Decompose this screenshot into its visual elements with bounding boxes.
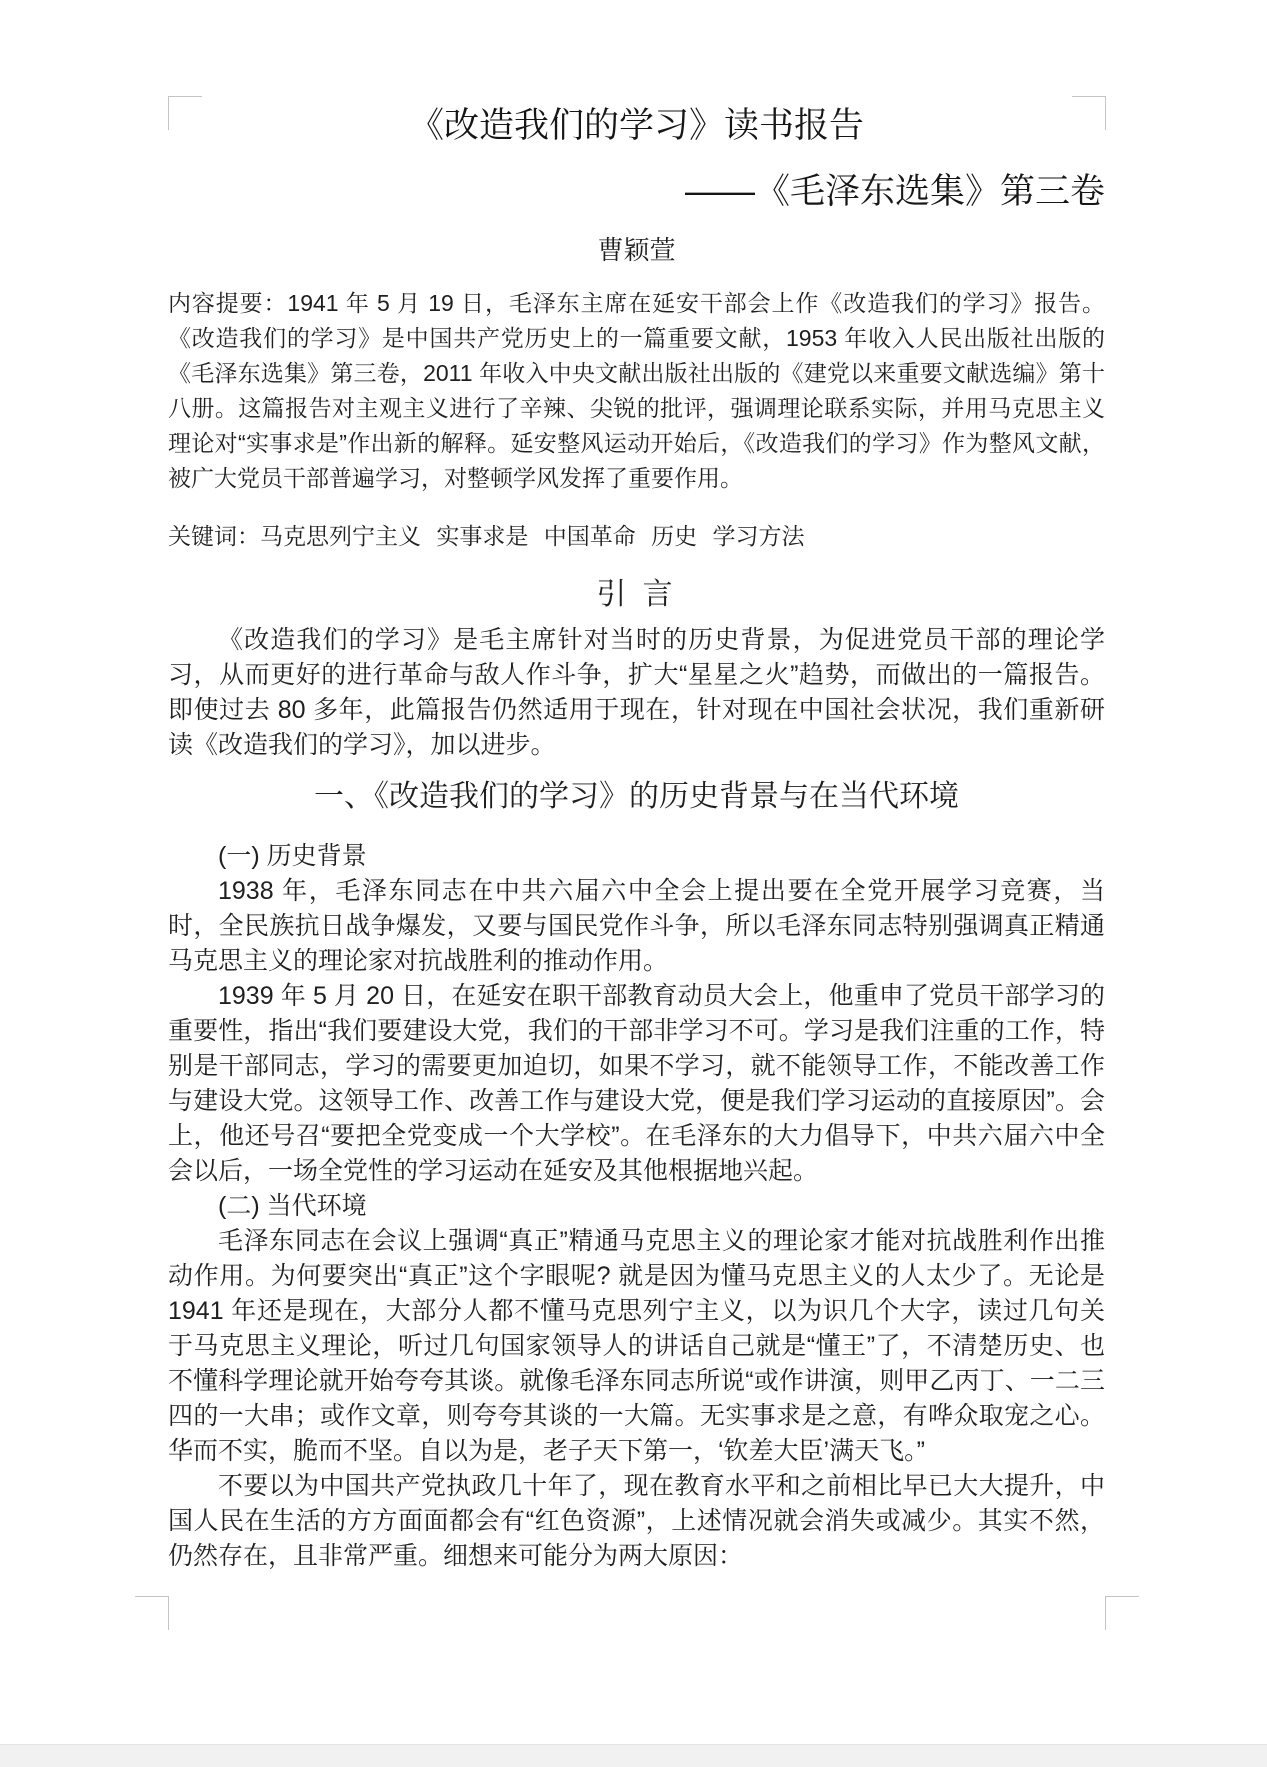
- subsection-1-2-heading: (二) 当代环境: [218, 1192, 367, 1220]
- page-subtitle: ——《毛泽东选集》第三卷: [684, 172, 1105, 211]
- keywords-line: [168, 519, 1105, 554]
- introduction-heading: 引 言: [596, 578, 677, 611]
- paragraph-modern-2: 不要以为中国共产党执政几十年了，现在教育水平和之前相比早已大大提升，中国人民在生活的方方面面都会有“红色资源”，上述情况就会消失或减少。其实不然，仍然存在，且非常严重。细想来可能分为两大原因：: [168, 1472, 1105, 1570]
- paragraph-modern-1: 毛泽东同志在会议上强调“真正”精通马克思主义的理论家才能对抗战胜利作出推动作用。为何要突出“真正”这个字眼呢? 就是因为懂马克思主义的人太少了。无论是 1941 年还是现在，大部分人都不懂马克思列宁主义，以为识几个大字，读过几句关于马克思主义理论，听过几句国家领导人的讲话自己就是“懂王”了，不清楚历史、也不懂科学理论就开始夸夸其谈。就像毛泽东同志所说“或作讲演，则甲乙丙丁、一二三四的一大串；或作文章，则夸夸其谈的一大篇。无实事求是之意，有哗众取宠之心。华而不实，脆而不坚。自以为是，老子天下第一，‘钦差大臣’满天飞。”: [168, 1227, 1105, 1465]
- abstract-label: 内容提要：: [168, 290, 288, 316]
- subsection-1-1-heading: (一) 历史背景: [218, 842, 367, 870]
- document-content: [168, 0, 1105, 1574]
- abstract-paragraph: [168, 286, 1105, 496]
- margin-corner-mark-bottom-left: [135, 1596, 169, 1630]
- paragraph-history-2: 1939 年 5 月 20 日，在延安在职干部教育动员大会上，他重申了党员干部学习的重要性，指出“我们要建设大党，我们的干部非学习不可。学习是我们注重的工作，特别是干部同志，学习的需要更加迫切，如果不学习，就不能领导工作，不能改善工作与建设大党。这领导工作、改善工作与建设大党，便是我们学习运动的直接原因”。会上，他还号召“要把全党变成一个大学校”。在毛泽东的大力倡导下，中共六届六中全会以后，一场全党性的学习运动在延安及其他根据地兴起。: [168, 982, 1105, 1185]
- keywords-label: 关键词：: [168, 523, 260, 549]
- paragraph-history-1: 1938 年，毛泽东同志在中共六届六中全会上提出要在全党开展学习竞赛，当时，全民族抗日战争爆发，又要与国民党作斗争，所以毛泽东同志特别强调真正精通马克思主义的理论家对抗战胜利的推动作用。: [168, 877, 1105, 975]
- page-gap-strip: [0, 1744, 1267, 1767]
- introduction-paragraph: 《改造我们的学习》是毛主席针对当时的历史背景，为促进党员干部的理论学习，从而更好的进行革命与敌人作斗争，扩大“星星之火”趋势，而做出的一篇报告。即使过去 80 多年，此篇报告仍然适用于现在，针对现在中国社会状况，我们重新研读《改造我们的学习》，加以进步。: [168, 626, 1105, 759]
- page-title: 《改造我们的学习》读书报告: [408, 106, 864, 145]
- author-name: 曹颖萱: [597, 235, 676, 265]
- abstract-text: 1941 年 5 月 19 日，毛泽东主席在延安干部会上作《改造我们的学习》报告。《改造我们的学习》是中国共产党历史上的一篇重要文献，1953 年收入人民出版社出版的《毛泽东选集》第三卷，2011 年收入中央文献出版社出版的《建党以来重要文献选编》第十八册。这篇报告对主观主义进行了辛辣、尖锐的批评，强调理论联系实际，并用马克思主义理论对“实事求是”作出新的解释。延安整风运动开始后，《改造我们的学习》作为整风文献，被广大党员干部普遍学习，对整顿学风发挥了重要作用。: [168, 290, 1106, 491]
- margin-corner-mark-bottom-right: [1105, 1596, 1139, 1630]
- keywords-text: 马克思列宁主义 实事求是 中国革命 历史 学习方法: [260, 523, 805, 549]
- section-1-heading: 一、《改造我们的学习》的历史背景与在当代环境: [314, 780, 959, 813]
